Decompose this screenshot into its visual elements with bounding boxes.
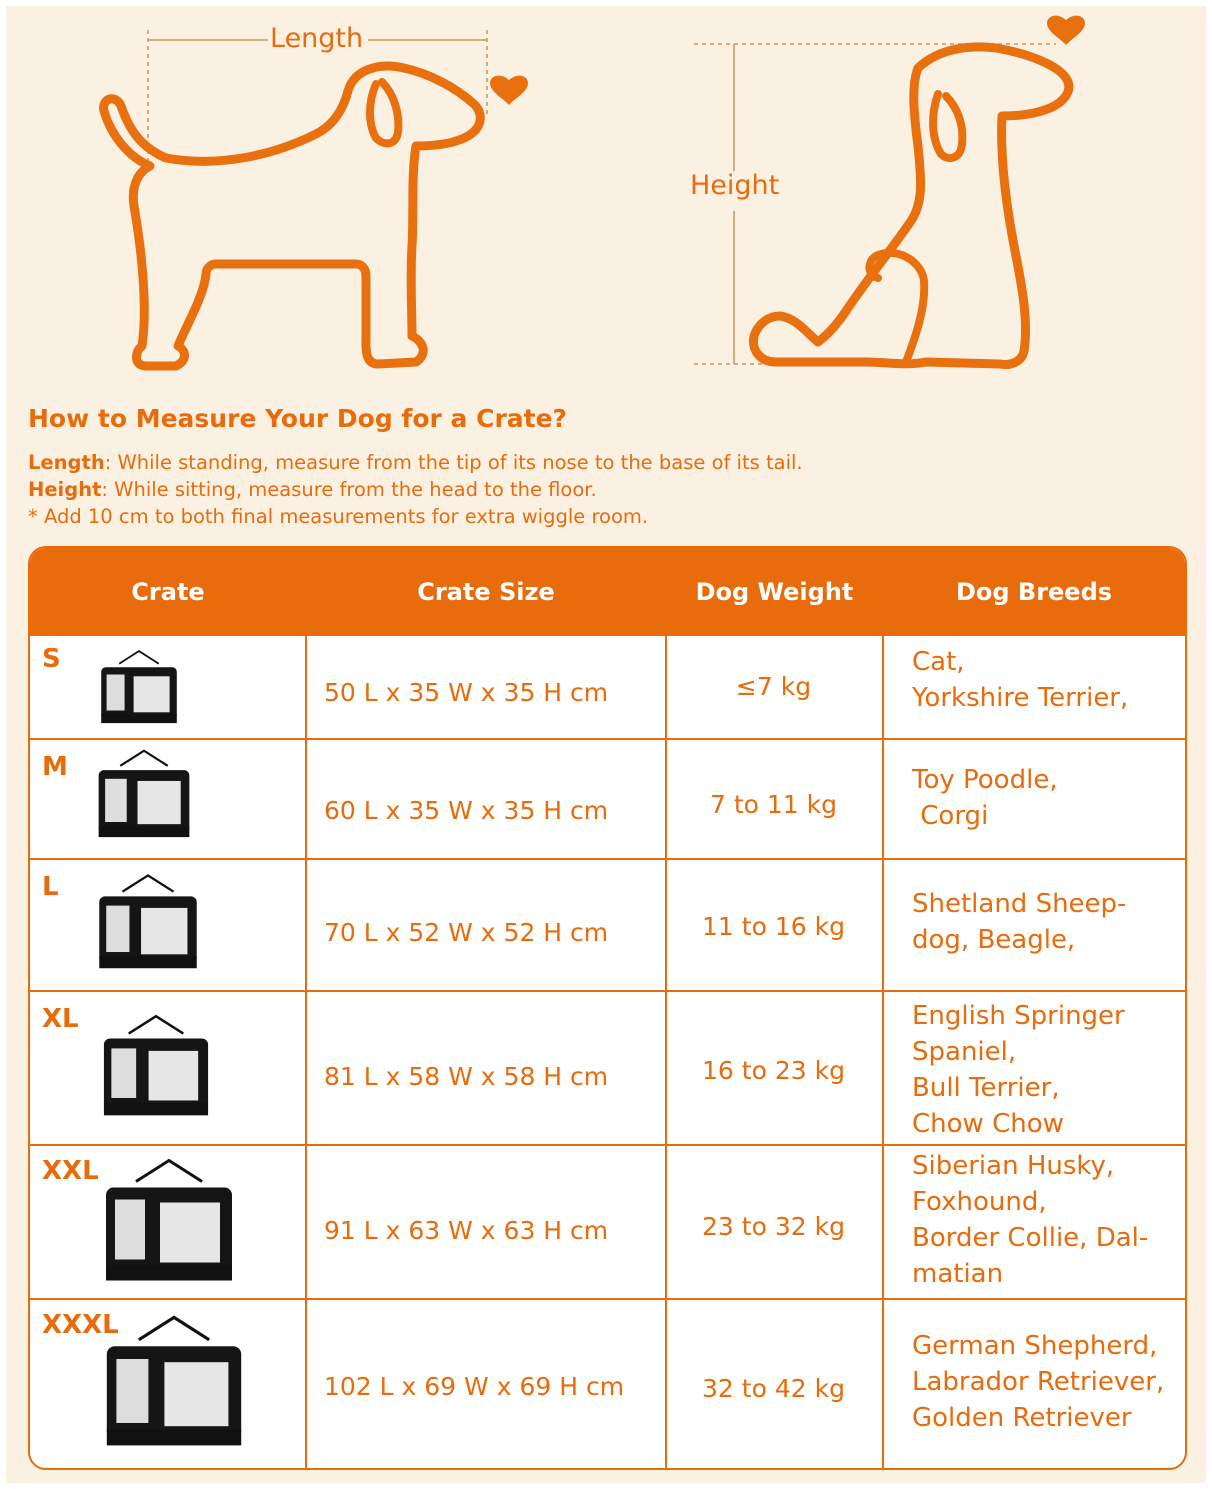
table-header [30,548,1185,636]
howto-notes [28,449,803,530]
header-crate: Crate [131,578,205,606]
height-instruction: Height: While sitting, measure from the head to the floor. [28,478,597,501]
length-instruction: Length: While standing, measure from the tip of its nose to the base of its tail. [28,451,803,474]
crate-image [94,1010,218,1124]
header-crate-size: Crate Size [417,578,555,606]
crate-size-label: M [42,752,68,782]
dog-breeds: Toy Poodle, Corgi [912,765,1058,831]
howto-title: How to Measure Your Dog for a Crate? [28,404,568,433]
crate-image [90,746,198,844]
table-row [30,1300,1185,1468]
crate-dimensions: 60 L x 35 W x 35 H cm [324,796,609,825]
crate-size-label: S [42,644,61,674]
crate-size-label: XL [42,1004,79,1034]
crate-dimensions: 81 L x 58 W x 58 H cm [324,1062,609,1091]
wiggle-room-note: * Add 10 cm to both final measurements for extra wiggle room. [28,505,649,528]
crate-dimensions: 91 L x 63 W x 63 H cm [324,1216,609,1245]
dog-breeds: Shetland Sheep- dog, Beagle, [912,889,1127,955]
table-row [30,740,1185,858]
dog-ear [933,94,962,158]
table-row [30,636,1185,738]
header-dog-weight: Dog Weight [695,578,854,606]
crate-image [94,1308,254,1458]
height-label: Height [690,170,780,201]
crate-size-label: XXL [42,1156,99,1186]
dog-weight: 16 to 23 kg [702,1056,845,1085]
heart-icon [1047,16,1085,45]
dog-weight: 11 to 16 kg [702,912,845,941]
crate-image [94,1152,244,1292]
height-guide [694,44,1056,364]
dog-measure-illustration [6,6,1206,386]
length-label: Length [270,23,364,54]
dog-breeds: German Shepherd, Labrador Retriever, Golden Retriever [912,1331,1165,1433]
dog-ear [370,82,398,143]
header-dog-breeds: Dog Breeds [955,578,1113,606]
crate-dimensions: 102 L x 69 W x 69 H cm [324,1372,625,1401]
dog-weight: 32 to 42 kg [702,1374,845,1403]
table-row [30,1146,1185,1298]
product-infographic [6,6,1206,1483]
sitting-dog-outline [753,47,1068,365]
dog-weight: 7 to 11 kg [709,790,837,819]
dog-weight: 23 to 32 kg [702,1212,845,1241]
dog-breeds: Siberian Husky, Foxhound, Border Collie, Dal- matian [912,1151,1149,1289]
heart-icon [490,76,528,105]
dog-weight: ≤7 kg [735,672,812,701]
crate-dimensions: 70 L x 52 W x 52 H cm [324,918,609,947]
table-row [30,860,1185,990]
crate-dimensions: 50 L x 35 W x 35 H cm [324,678,609,707]
crate-size-table [28,546,1187,1470]
standing-dog-outline [104,66,481,366]
crate-size-label: L [42,872,59,902]
crate-image [90,870,206,976]
dog-breeds: English Springer Spaniel, Bull Terrier, Chow Chow [912,1001,1125,1139]
dog-breeds: Cat, Yorkshire Terrier, [912,647,1129,713]
crate-image [94,646,184,730]
crate-size-label: XXXL [42,1310,119,1340]
table-row [30,992,1185,1144]
